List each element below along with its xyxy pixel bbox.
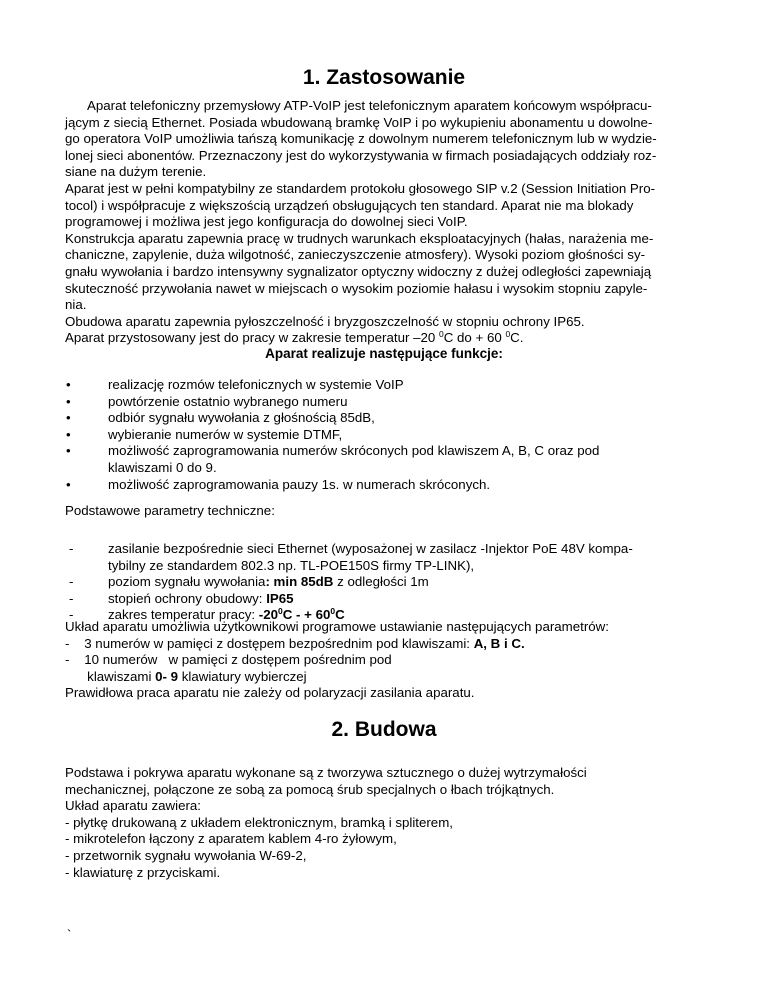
programming-intro: Układ aparatu umożliwia użytkownikowi programowe ustawianie następujących parametrów: bbox=[65, 619, 609, 634]
body-line: go operatora VoIP umożliwia tańszą komunikację z dowolnym numerem telefonicznym lub w wydzie- bbox=[65, 131, 657, 147]
params-heading: Podstawowe parametry techniczne: bbox=[65, 503, 275, 518]
body-line: Konstrukcja aparatu zapewnia pracę w trudnych warunkach eksploatacyjnych (hałas, narażenia me- bbox=[65, 230, 654, 246]
body-line: chaniczne, zapylenie, duża wilgotność, zanieczyszczenie atmosfery). Wysoki poziom głośności sy- bbox=[65, 247, 646, 263]
list-item: - mikrotelefon łączony z aparatem kablem 4-ro żyłowym, bbox=[65, 831, 397, 847]
body-line: jącym z siecią Ethernet. Posiada wbudowaną bramkę VoIP i po wykupieniu abonamentu u dowolne- bbox=[65, 114, 653, 130]
body-line: nia. bbox=[65, 297, 87, 313]
params-list-block bbox=[65, 541, 705, 624]
body-line: lonej sieci abonentów. Przeznaczony jest do wykorzystywania w firmach posiadających oddziały roz- bbox=[65, 147, 657, 163]
list-item: - zasilanie bezpośrednie sieci Ethernet (wyposażonej w zasilacz -Injektor PoE 48V kompa- tybilny ze standardem 802.3 np. TL-POE150S firmy TP-LINK), bbox=[69, 541, 633, 573]
bullet-icon: • bbox=[66, 393, 71, 409]
section-2-body bbox=[65, 765, 705, 881]
list-item: • powtórzenie ostatnio wybranego numeru bbox=[66, 393, 348, 409]
body-line: Podstawa i pokrywa aparatu wykonane są z tworzywa sztucznego o dużej wytrzymałości bbox=[65, 765, 587, 780]
list-item: - zakres temperatur pracy: $-20^0C$ - + $60^0C$ bbox=[69, 606, 345, 623]
bullet-icon: • bbox=[66, 410, 71, 426]
section-2-title: 2. Budowa bbox=[331, 718, 437, 741]
bullet-icon: • bbox=[66, 476, 71, 492]
list-item: • realizację rozmów telefonicznych w systemie VoIP bbox=[66, 377, 404, 392]
body-line: Układ aparatu zawiera: bbox=[65, 798, 201, 814]
params-list bbox=[65, 541, 705, 624]
temperature-line: Aparat przystosowany jest do pracy w zakresie temperatur –20 $^0$C do + 60 $^0$C. bbox=[65, 329, 524, 346]
body-line: tocol) i współpracuje z większością urządzeń obsługujących ten standard. Aparat nie ma blokady bbox=[65, 197, 634, 213]
programming-block bbox=[65, 619, 705, 702]
body-line: gnału wywołania i bardzo intensywny sygnalizator optyczny widoczny z dużej odległości zapewniają bbox=[65, 263, 652, 279]
list-item: - płytkę drukowaną z układem elektronicznym, bramką i spliterem, bbox=[65, 814, 453, 830]
list-item: - przetwornik sygnału wywołania W-69-2, bbox=[65, 847, 307, 863]
list-item: - poziom sygnału wywołania: min 85dB z odległości 1m bbox=[69, 574, 429, 590]
bullet-icon: • bbox=[66, 426, 71, 442]
functions-list bbox=[65, 377, 665, 493]
body-line: skuteczność przywołania nawet w miejscach o wysokim poziomie hałasu i wysokim stopniu zapyle- bbox=[65, 280, 648, 296]
functions-list-block bbox=[65, 377, 665, 493]
list-item: klawiszami 0- 9 klawiatury wybierczej bbox=[65, 668, 307, 684]
polarity-note: Prawidłowa praca aparatu nie zależy od polaryzacji zasilania aparatu. bbox=[65, 685, 475, 701]
list-item: • odbiór sygnału wywołania z głośnością 85dB, bbox=[66, 410, 375, 426]
list-item: • możliwość zaprogramowania numerów skróconych pod klawiszem A, B, C oraz pod klawiszami 0 do 9. bbox=[66, 443, 600, 475]
functions-heading: Aparat realizuje następujące funkcje: bbox=[265, 346, 503, 361]
body-line: siane na dużym terenie. bbox=[65, 164, 207, 180]
list-item: - 10 numerów w pamięci z dostępem pośrednim pod bbox=[65, 652, 392, 668]
section-1-title: 1. Zastosowanie bbox=[302, 66, 466, 89]
body-line: mechanicznej, połączone ze sobą za pomocą śrub specjalnych o łbach trójkątnych. bbox=[65, 781, 555, 797]
section-1-body bbox=[65, 98, 705, 347]
list-item: • możliwość zaprogramowania pauzy 1s. w numerach skróconych. bbox=[66, 476, 491, 492]
list-item: • wybieranie numerów w systemie DTMF, bbox=[66, 426, 343, 442]
list-item: - klawiaturę z przyciskami. bbox=[65, 864, 221, 880]
list-item: - stopień ochrony obudowy: IP65 bbox=[69, 590, 294, 606]
bullet-icon: • bbox=[66, 377, 71, 392]
list-item: - 3 numerów w pamięci z dostępem bezpośrednim pod klawiszami: A, B i C. bbox=[65, 635, 525, 651]
body-line: Obudowa aparatu zapewnia pyłoszczelność i bryzgoszczelność w stopniu ochrony IP65. bbox=[65, 313, 585, 329]
body-line: Aparat telefoniczny przemysłowy ATP-VoIP jest telefonicznym aparatem końcowym współpracu- bbox=[87, 98, 652, 113]
stray-mark: ` bbox=[67, 927, 72, 942]
bullet-icon: • bbox=[66, 443, 71, 459]
body-line: Aparat jest w pełni kompatybilny ze standardem protokołu głosowego SIP v.2 (Session Initiation Pro- bbox=[65, 180, 656, 196]
body-line: programowej i możliwa jest jego konfiguracja do dowolnej sieci VoIP. bbox=[65, 214, 468, 230]
